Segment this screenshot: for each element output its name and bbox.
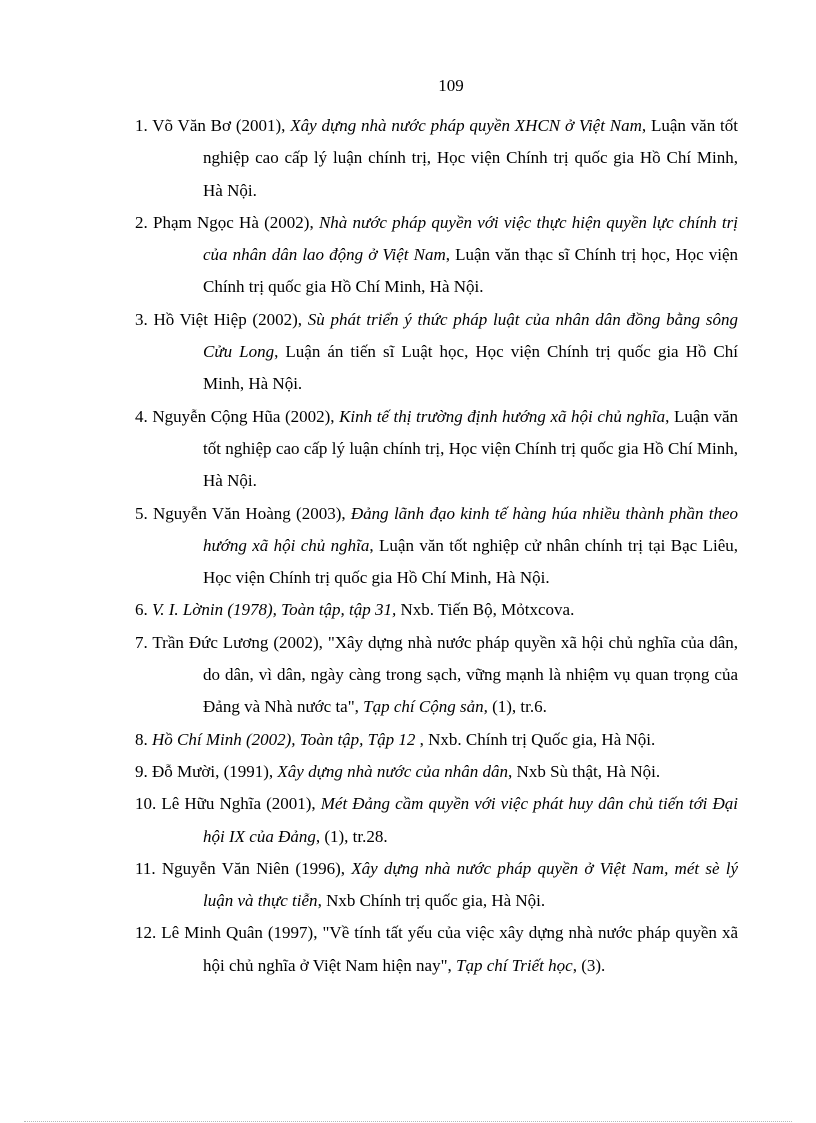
reference-item (135, 788, 738, 853)
reference-item (135, 207, 738, 304)
reference-number: 6. (135, 600, 148, 620)
reference-number: 10. (135, 794, 157, 814)
reference-text: Trần Đức Lương (2002), "Xây dựng nhà nước pháp quyền xã hội chủ nghĩa của dân, do dân, vì dân, ngày càng trong sạch, vững mạnh là nhiệm vụ quan trọng của Đảng và Nhà nước ta", (152, 632, 738, 717)
reference-text: Phạm Ngọc Hà (2002), (153, 212, 319, 232)
reference-title-italic: Tạp chí Triết học (456, 955, 573, 975)
reference-text: , Luận văn tốt nghiệp cao cấp lý luận chính trị, Học viện Chính trị quốc gia Hồ Chí Minh, Hà Nội. (203, 406, 738, 491)
reference-text: Nguyễn Văn Niên (1996), (161, 858, 352, 878)
reference-title-italic: Xây dựng nhà nước của nhân dân (277, 761, 509, 781)
reference-title-italic: Kinh tế thị trường định hướng xã hội chủ nghĩa (339, 406, 666, 426)
page-bottom-divider (24, 1121, 792, 1122)
reference-item (135, 304, 738, 401)
reference-title-italic: Tạp chí Cộng sản, (363, 697, 488, 717)
reference-item (135, 110, 738, 207)
reference-number: 9. (135, 761, 148, 781)
reference-number: 12. (135, 923, 157, 943)
page-number: 109 (438, 76, 464, 95)
reference-title-italic: Hồ Chí Minh (2002), Toàn tập, Tập 12 (152, 729, 416, 749)
reference-item (135, 401, 738, 498)
reference-text: Võ Văn Bơ (2001), (152, 116, 291, 135)
reference-item (135, 498, 738, 595)
reference-text: , (3). (572, 955, 606, 975)
reference-number: 5. (135, 503, 148, 523)
reference-item (135, 724, 738, 756)
reference-text: , Luận án tiến sĩ Luật học, Học viện Chính trị quốc gia Hồ Chí Minh, Hà Nội. (203, 342, 738, 394)
reference-text: Đỗ Mười, (1991), (152, 761, 278, 781)
reference-text: , (1), tr.28. (315, 826, 388, 846)
reference-list (135, 110, 738, 982)
reference-number: 11. (135, 858, 156, 878)
reference-text: , Nxb Sù thật, Hà Nội. (508, 761, 661, 781)
reference-number: 2. (135, 212, 148, 232)
reference-item (135, 756, 738, 788)
reference-title-italic: Sù phát triển ý thức pháp luật của nhân dân đồng bằng sông Cửu Long (203, 309, 738, 362)
reference-number: 8. (135, 729, 148, 749)
reference-title-italic: Xây dựng nhà nước pháp quyền ở Việt Nam, mét sè lý luận và thực tiễn (203, 858, 738, 911)
reference-title-italic: Đảng lãnh đạo kinh tế hàng húa nhiều thành phần theo hướng xã hội chủ nghĩa (203, 503, 738, 555)
reference-title-italic: Mét Đảng cầm quyền với việc phát huy dân chủ tiến tới Đại hội IX của Đảng (203, 794, 738, 846)
reference-text: , Luận văn tốt nghiệp cử nhân chính trị tại Bạc Liêu, Học viện Chính trị quốc gia Hồ Chí Minh, Hà Nội. (203, 535, 738, 588)
reference-text: , Nxb Chính trị quốc gia, Hà Nội. (317, 891, 546, 911)
reference-title-italic: Xây dựng nhà nước pháp quyền XHCN ở Việt Nam (290, 116, 642, 135)
reference-item (135, 853, 738, 918)
reference-number: 1. (135, 116, 148, 135)
reference-item (135, 594, 738, 626)
reference-text: Lê Hữu Nghĩa (2001), (161, 794, 321, 814)
reference-text: , Luận văn tốt nghiệp cao cấp lý luận chính trị, Học viện Chính trị quốc gia Hồ Chí Minh, Hà Nội. (203, 116, 738, 200)
reference-title-italic: V. I. Lờnin (1978), Toàn tập, tập 31, (152, 600, 397, 620)
reference-item (135, 627, 738, 724)
reference-number: 3. (135, 309, 148, 329)
reference-text: Nxb. Tiến Bộ, Mỏtxcova. (396, 600, 575, 620)
reference-title-italic: Nhà nước pháp quyền với việc thực hiện quyền lực chính trị của nhân dân lao động ở Việt Nam (203, 212, 738, 265)
reference-text: , Nxb. Chính trị Quốc gia, Hà Nội. (415, 729, 656, 749)
reference-text: Lê Minh Quân (1997), "Về tính tất yếu của việc xây dựng nhà nước pháp quyền xã hội chủ nghĩa ở Việt Nam hiện nay", (161, 923, 738, 975)
reference-text: (1), tr.6. (487, 697, 547, 717)
reference-text: Nguyễn Văn Hoàng (2003), (153, 503, 351, 523)
reference-number: 4. (135, 406, 148, 426)
reference-text: , Luận văn thạc sĩ Chính trị học, Học viện Chính trị quốc gia Hồ Chí Minh, Hà Nội. (203, 245, 739, 297)
reference-text: Nguyễn Cộng Hũa (2002), (152, 406, 340, 426)
reference-item (135, 917, 738, 982)
reference-number: 7. (135, 632, 148, 652)
reference-text: Hồ Việt Hiệp (2002), (153, 309, 308, 329)
